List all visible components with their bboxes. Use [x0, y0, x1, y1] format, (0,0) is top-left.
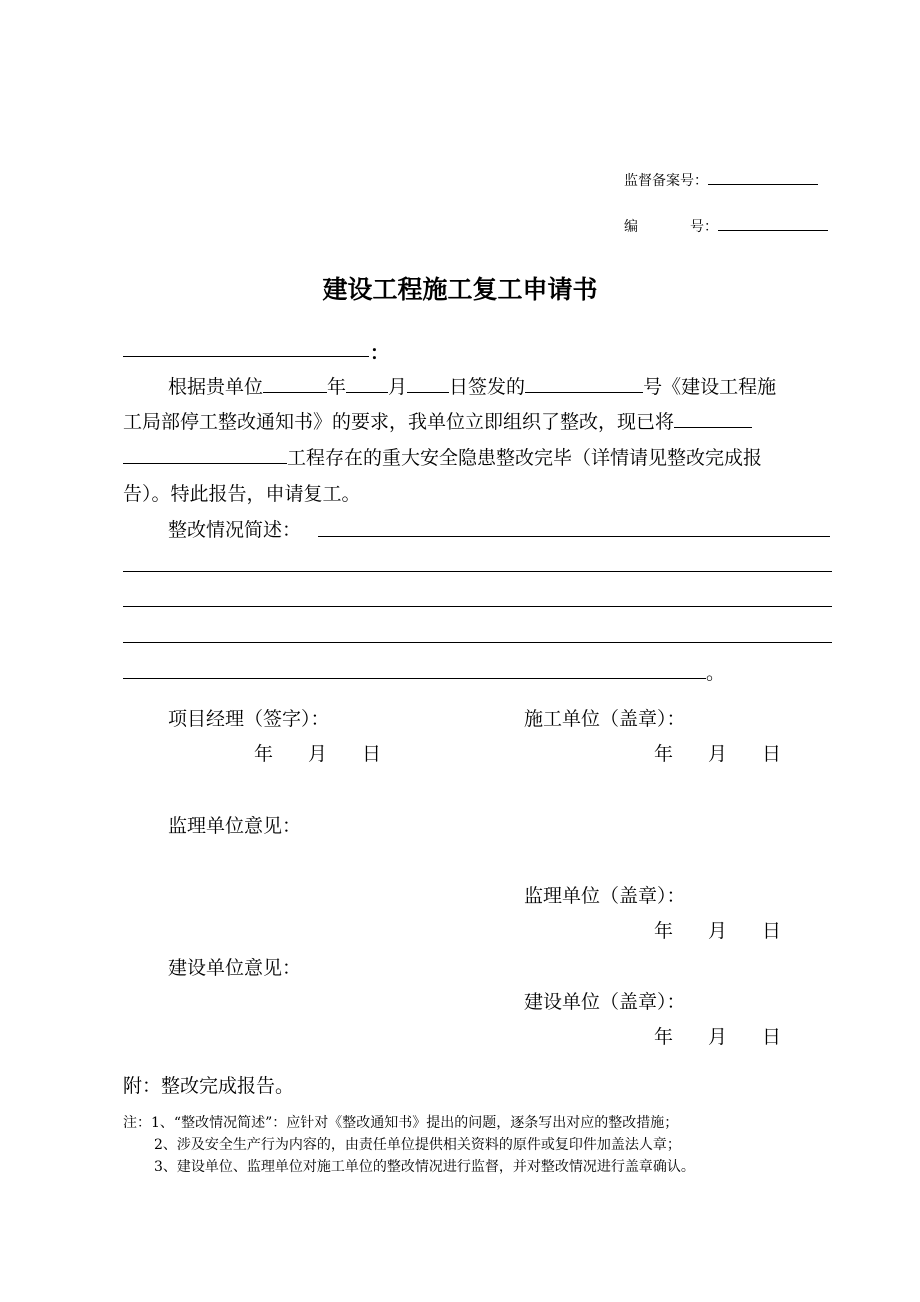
body-p1-a: 根据贵单位	[168, 376, 264, 398]
supervisor-opinion-label: 监理单位意见：	[168, 815, 302, 837]
record-number-label: 监督备案号：	[624, 173, 708, 189]
issuer-day-blank[interactable]	[407, 374, 449, 393]
body-p1-day: 日签发的	[449, 376, 526, 398]
issuer-month-blank[interactable]	[346, 374, 388, 393]
contractor-date-month: 月	[708, 743, 728, 765]
body-p1-year: 年	[327, 376, 347, 398]
record-number-field	[624, 166, 818, 190]
supervisor-date	[654, 916, 781, 943]
owner-date-day: 日	[762, 1026, 782, 1048]
pm-date	[254, 739, 381, 766]
contractor-date	[654, 739, 781, 766]
project-name-blank-a[interactable]	[674, 409, 752, 428]
note-2: 2、涉及安全生产行为内容的，由责任单位提供相关资料的原件或复印件加盖法人章；	[154, 1137, 681, 1153]
body-p3: 工程存在的重大安全隐患整改完毕（详情请见整改完成报	[287, 447, 763, 469]
body-line-1	[168, 372, 776, 399]
project-name-blank-b[interactable]	[123, 445, 287, 464]
body-line-3	[123, 443, 762, 470]
serial-number-blank[interactable]	[718, 212, 828, 231]
note-3: 3、建设单位、监理单位对施工单位的整改情况进行监督，并对整改情况进行盖章确认。	[154, 1159, 695, 1175]
page-title: 建设工程施工复工申请书	[322, 275, 598, 304]
pm-date-day: 日	[362, 743, 382, 765]
pm-signature-label: 项目经理（签字）：	[168, 708, 330, 730]
owner-date	[654, 1022, 781, 1049]
addressee-blank[interactable]	[123, 356, 369, 357]
summary-line-3[interactable]	[123, 606, 832, 607]
serial-number-label-b: 号：	[690, 219, 718, 235]
summary-label: 整改情况简述：	[168, 519, 302, 541]
summary-line-2[interactable]	[123, 571, 832, 572]
supervisor-date-month: 月	[708, 920, 728, 942]
body-line-4: 告）。特此报告，申请复工。	[123, 483, 361, 505]
body-p2: 工局部停工整改通知书》的要求，我单位立即组织了整改，现已将	[123, 411, 675, 433]
notice-number-blank[interactable]	[525, 374, 643, 393]
supervisor-date-day: 日	[762, 920, 782, 942]
addressee-colon: ：	[370, 342, 390, 364]
contractor-date-year: 年	[654, 743, 674, 765]
issuer-year-blank[interactable]	[263, 374, 327, 393]
owner-date-month: 月	[708, 1026, 728, 1048]
summary-line-1[interactable]	[318, 536, 830, 537]
supervisor-date-year: 年	[654, 920, 674, 942]
summary-line-4[interactable]	[123, 642, 832, 643]
summary-end-period: 。	[706, 662, 726, 684]
contractor-seal-label: 施工单位（盖章）：	[524, 708, 686, 730]
owner-seal-label: 建设单位（盖章）：	[524, 991, 686, 1013]
serial-number-field	[624, 212, 828, 236]
owner-opinion-label: 建设单位意见：	[168, 957, 302, 979]
attachment-note: 附：整改完成报告。	[123, 1075, 295, 1097]
body-line-2	[123, 407, 752, 434]
pm-date-year: 年	[254, 743, 274, 765]
note-1: 注：1、“整改情况简述”：应针对《整改通知书》提出的问题，逐条写出对应的整改措施；	[123, 1115, 679, 1131]
contractor-date-day: 日	[762, 743, 782, 765]
supervisor-seal-label: 监理单位（盖章）：	[524, 885, 686, 907]
owner-date-year: 年	[654, 1026, 674, 1048]
summary-line-5[interactable]	[123, 678, 706, 679]
record-number-blank[interactable]	[708, 166, 818, 185]
body-p1-b: 号《建设工程施	[643, 376, 777, 398]
pm-date-month: 月	[308, 743, 328, 765]
serial-number-label-a: 编	[624, 219, 638, 235]
body-p1-month: 月	[388, 376, 408, 398]
